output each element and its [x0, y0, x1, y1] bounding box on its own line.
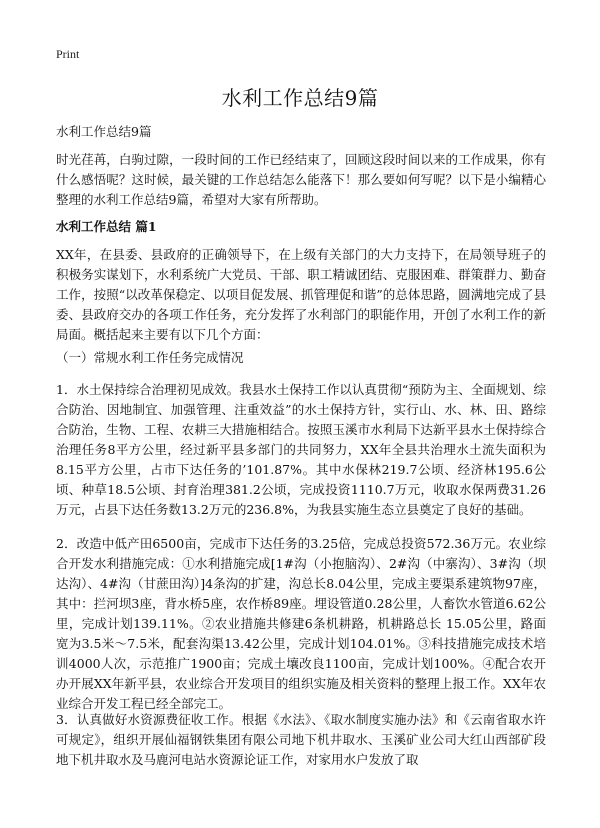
- section-heading: 水利工作总结 篇1: [56, 219, 157, 234]
- paragraph-overview: XX年，在县委、县政府的正确领导下，在上级有关部门的大力支持下，在局领导班子的积极务实谋划下，水利系统广大党员、干部、职工精诚团结、克服困难、群策群力、勤奋工作，按照“以改革保稳定、以项目促发展、抓管理促和谐”的总体思路，圆满地完成了县委、县政府交办的各项工作任务，充分发挥了水利部门的职能作用，开创了水利工作的新局面。概括起来主要有以下几个方面：: [56, 247, 546, 342]
- document-subtitle: 水利工作总结9篇: [56, 124, 152, 139]
- subheading-regular-work: （一）常规水利工作任务完成情况: [56, 350, 244, 365]
- print-link[interactable]: Print: [56, 47, 80, 61]
- paragraph-soil-conservation: 1．水土保持综合治理初见成效。我县水土保持工作以认真贯彻“预防为主、全面规划、综合防治、因地制宜、加强管理、注重效益”的水土保持方针，实行山、水、林、田、路综合防治，生物、工程、农耕三大措施相结合。按照玉溪市水利局下达新平县水土保持综合治理任务8平方公里，经过新平县多部门的共同努力，XX年全县共治理水土流失面积为8.15平方公里，占市下达任务的’101.87%。其中水保林219.7公顷、经济林195.6公顷、种草18.5公顷、封育治理381.2公顷，完成投资1110.7万元，收取水保两费31.26万元，占县下达任务数13.2万元的236.8%，为我县实施生态立县奠定了良好的基础。: [56, 382, 546, 517]
- paragraph-water-fee: 3．认真做好水资源费征收工作。根据《水法》、《取水制度实施办法》和《云南省取水许可规定》，组织开展仙福钢铁集团有限公司地下机井取水、玉溪矿业公司大红山西部矿段地下机井取水及马鹿河电站水资源论证工作，对家用水户发放了取: [56, 712, 546, 767]
- document-title: 水利工作总结9篇: [221, 86, 379, 110]
- intro-paragraph: 时光荏苒，白驹过隙，一段时间的工作已经结束了，回顾这段时间以来的工作成果，你有什么感悟呢？这时候，最关键的工作总结怎么能落下！那么要如何写呢？以下是小编精心整理的水利工作总结9篇，希望对大家有所帮助。: [56, 152, 546, 207]
- paragraph-farmland-improvement: 2．改造中低产田6500亩，完成市下达任务的3.25倍，完成总投资572.36万元。农业综合开发水利措施完成：①水利措施完成[1#沟（小抱脑沟）、2#沟（中寨沟）、3#沟（坝达沟）、4#沟（甘蔗田沟）]4条沟的扩建，沟总长8.04公里，完成主要渠系建筑物97座，其中：拦河坝3座，背水桥5座，农作桥89座。埋设管道0.28公里，人畜饮水管道6.62公里，完成计划139.11%。②农业措施共修建6条机耕路，机耕路总长 15.05公里，路面宽为3.5米～7.5米，配套沟渠13.42公里，完成计划104.01%。③科技措施完成技术培训4000人次，示范推广1900亩；完成土壤改良1100亩，完成计划100%。④配合农开办开展XX年新平县，农业综合开发项目的组织实施及相关资料的整理上报工作。XX年农业综合开发工程已经全部完工。: [56, 536, 546, 711]
